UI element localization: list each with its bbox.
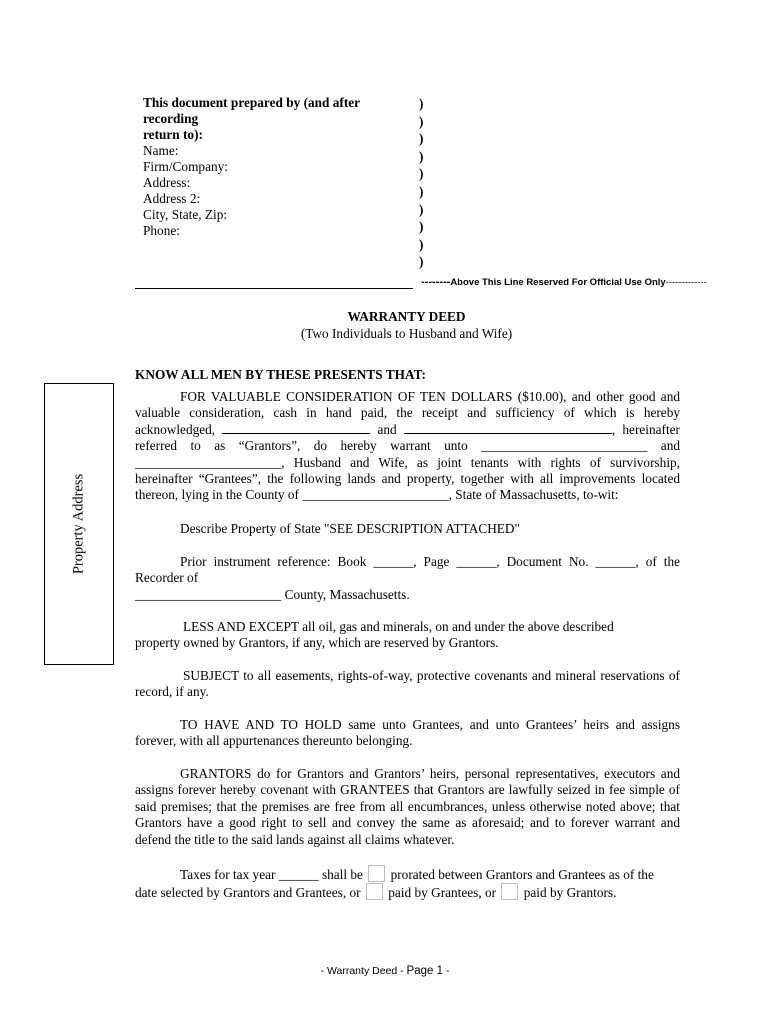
official-note-dashes: -------- [421, 276, 451, 288]
describe-text: Describe Property of State "SEE DESCRIPTION ATTACHED" [180, 521, 520, 536]
and-word: and [377, 421, 397, 437]
paid-by-grantors-checkbox[interactable] [501, 883, 518, 900]
paren: ) [419, 183, 424, 199]
field-address: Address: [143, 175, 191, 190]
paren: ) [419, 166, 424, 182]
paren: ) [419, 113, 424, 129]
prorated-checkbox[interactable] [368, 865, 385, 882]
grantees-text: , Husband and Wife, as joint tenants with rights of survivorship, hereinafter “Grantees”, the following lands and property, together with all improvements located thereon, lying in the County of [135, 454, 680, 503]
recorder-county-blank: ______________________ [135, 586, 282, 602]
field-address2: Address 2: [143, 191, 201, 206]
subject-text: SUBJECT to all easements, rights-of-way, protective covenants and mineral reservations of record, if any. [135, 668, 680, 700]
grantee-1-blank: _________________________ [481, 438, 648, 454]
paid-by-grantees-text: paid by Grantees, or [388, 885, 497, 901]
property-address-box [44, 383, 114, 665]
consideration-paragraph [135, 389, 680, 504]
paren-column [419, 95, 431, 271]
grantors-text: hereinafter referred to as “Grantors”, do hereby warrant unto [135, 421, 680, 454]
paren: ) [419, 254, 424, 270]
paren: ) [419, 96, 424, 111]
official-note-text: Above This Line Reserved For Official Use Only [450, 277, 666, 288]
less-except-paragraph [135, 619, 635, 652]
comma: , [611, 421, 616, 437]
footer-label: - Warranty Deed - [320, 965, 407, 977]
field-name: Name: [143, 143, 179, 158]
paren: ) [419, 219, 424, 235]
page-footer [0, 965, 770, 977]
document-subtitle: (Two Individuals to Husband and Wife) [300, 326, 513, 341]
to-have-text: TO HAVE AND TO HOLD same unto Grantees, and unto Grantees’ heirs and assigns forever, with all appurtenances thereunto belonging. [135, 717, 680, 749]
consideration-text: FOR VALUABLE CONSIDERATION OF TEN DOLLARS ($10.00), and other good and valuable consideration, cash in hand paid, the receipt and sufficiency of which is hereby acknowledged, [135, 389, 680, 437]
field-firm: Firm/Company: [143, 159, 228, 174]
recorder-county-text: County, Massachusetts. [281, 586, 410, 602]
describe-paragraph [135, 521, 680, 537]
property-address-label: Property Address [70, 473, 87, 575]
footer-page-number: Page 1 [406, 965, 443, 977]
paid-by-grantees-checkbox[interactable] [366, 883, 383, 900]
date-selected-text: date selected by Grantors and Grantees, or [135, 885, 361, 901]
field-city-state-zip: City, State, Zip: [143, 207, 228, 222]
less-except-text: LESS AND EXCEPT all oil, gas and minerals, on and under the above described property owned by Grantors, if any, which are reserved by Grantors. [135, 619, 614, 651]
subject-paragraph [135, 668, 680, 701]
paren: ) [419, 131, 424, 147]
prior-instrument-paragraph [135, 554, 680, 603]
grantee-2-blank: ______________________ [135, 454, 282, 470]
field-phone: Phone: [143, 223, 180, 238]
covenant-text: GRANTORS do for Grantors and Grantors’ heirs, personal representatives, executors and assigns forever hereby covenant with GRANTEES that Grantors are lawfully seized in fee simple of said premises; that the premises are free from all encumbrances, unless otherwise noted above; that Grantors have a good right to sell and convey the same as aforesaid; and to forever warrant and defend the title to the said lands against all claims whatever. [135, 766, 680, 847]
paren: ) [419, 201, 424, 217]
prepared-by-heading: This document prepared by (and after recording [143, 95, 360, 126]
official-note-trail: ------------- [665, 277, 707, 288]
paren: ) [419, 236, 424, 252]
and-word: and [660, 438, 680, 454]
grantor-2-blank [404, 423, 612, 434]
prepared-by-heading-cont: return to): [143, 127, 203, 142]
to-have-paragraph [135, 717, 680, 750]
preparer-block [143, 95, 413, 239]
header-divider-line [135, 288, 413, 289]
official-use-note [421, 276, 707, 288]
county-blank: ______________________ [302, 487, 449, 503]
footer-end: - [443, 965, 450, 977]
state-text: , State of Massachusetts, to-wit: [448, 487, 619, 503]
prior-text: Prior instrument reference: Book ______, Page ______, Document No. ______, of the Recorder of [135, 554, 680, 586]
paid-by-grantors-text: paid by Grantors. [523, 885, 617, 901]
grantor-1-blank [222, 423, 370, 434]
document-title: WARRANTY DEED [347, 309, 466, 324]
covenant-paragraph [135, 766, 680, 848]
paren: ) [419, 148, 424, 164]
prorated-text: prorated between Grantors and Grantees as of the [390, 867, 654, 882]
taxes-text: Taxes for tax year ______ shall be [180, 867, 363, 882]
taxes-paragraph [135, 865, 680, 902]
know-all-heading: KNOW ALL MEN BY THESE PRESENTS THAT: [135, 367, 426, 382]
